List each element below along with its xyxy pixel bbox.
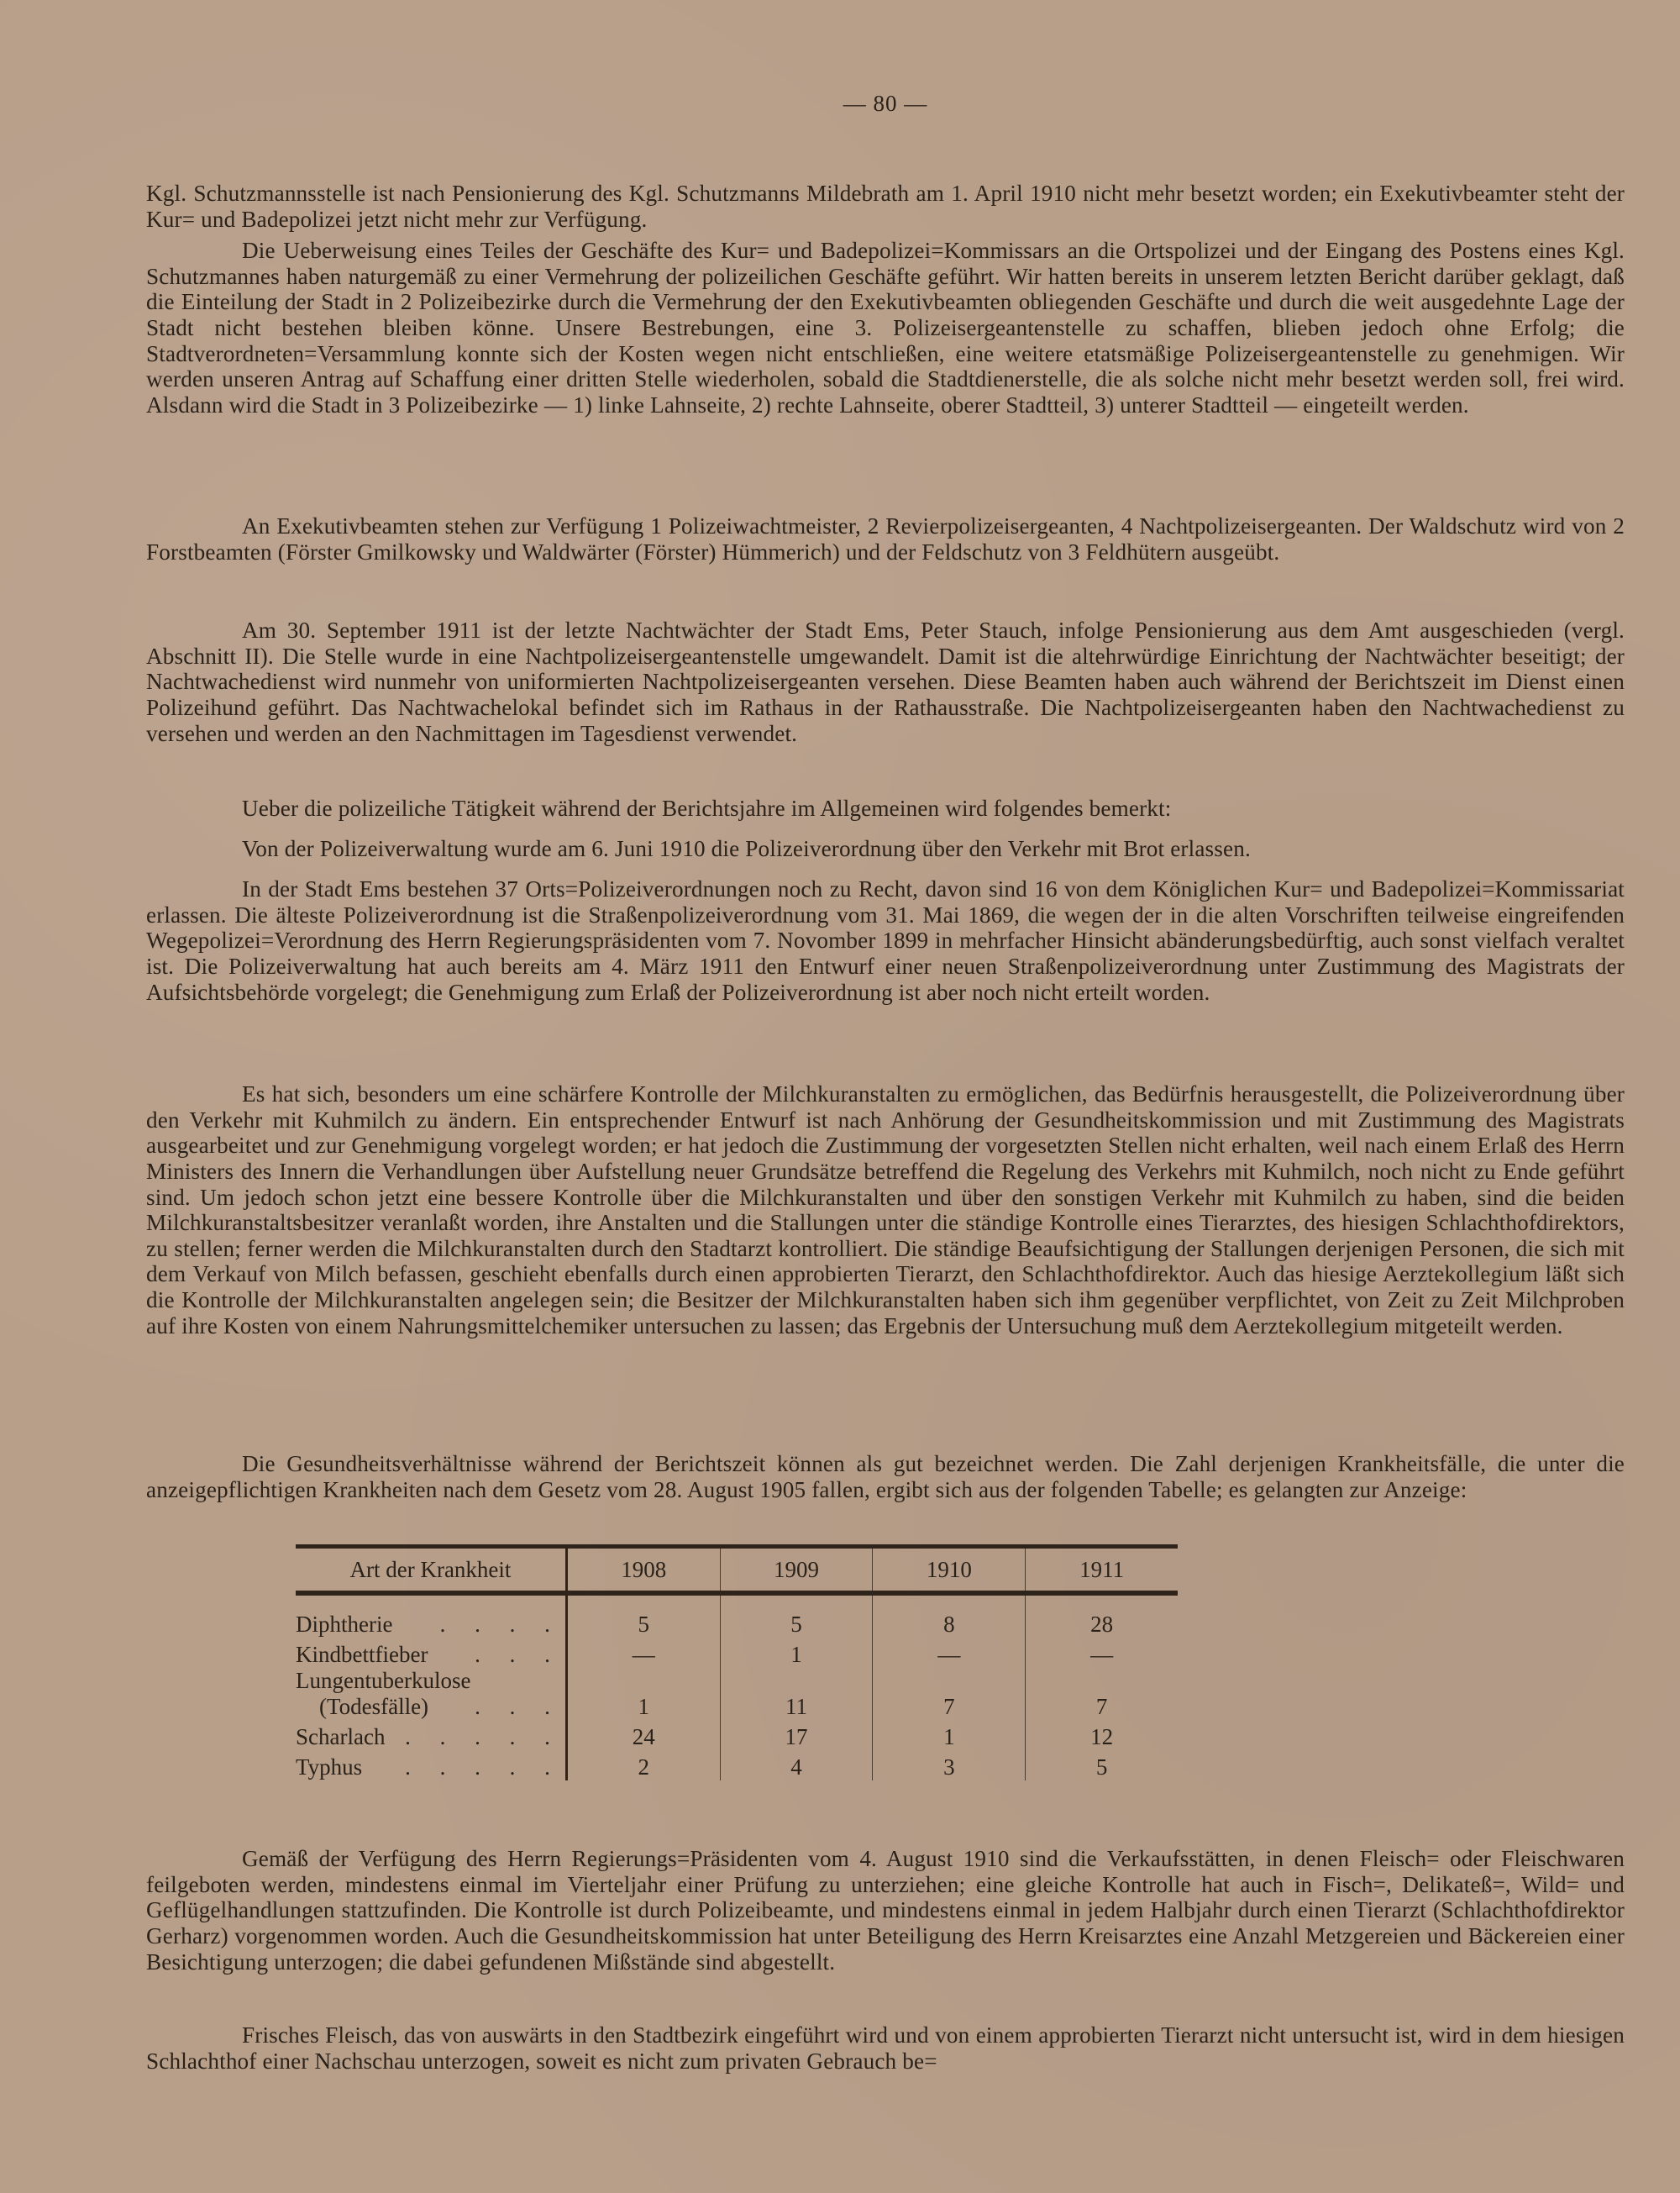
paragraph: Gemäß der Verfügung des Herrn Regierungs=Präsidenten vom 4. August 1910 sind die Verkaufsstätten, in denen Fleisch= oder Fleischwaren feilgeboten werden, mindestens einmal im Vierteljahr einer Prüfung zu unterziehen; eine gleiche Kontrolle hat auch in Fisch=, Delikateß=, Wild= und Geflügelhandlungen stattzufinden. Die Kontrolle ist durch Polizeibeamte, und mindestens einmal in jedem Halbjahr durch einen Tierarzt (Schlachthofdirektor Gerharz) vorgenommen worden. Auch die Gesundheitskommission hat unter Beteiligung des Herrn Kreisarztes eine Anzahl Metzgereien und Bäckereien einer Besichtigung unterzogen; die dabei gefundenen Mißstände sind abgestellt. <box>146 1846 1625 1975</box>
table-row <box>296 1668 1178 1720</box>
value-cell: 17 <box>720 1720 873 1750</box>
paragraph: Ueber die polizeiliche Tätigkeit während der Berichtsjahre im Allgemeinen wird folgendes bemerkt: <box>242 796 1172 822</box>
value-cell: 1 <box>720 1638 873 1668</box>
value-cell: 5 <box>720 1607 873 1638</box>
leader-dots: . . . <box>475 1642 562 1667</box>
value-cell: 1 <box>873 1720 1026 1750</box>
paragraph: Es hat sich, besonders um eine schärfere Kontrolle der Milchkuranstalten zu ermöglichen, das Bedürfnis herausgestellt, die Polizeiverordnung über den Verkehr mit Kuhmilch zu ändern. Ein entsprechender Entwurf ist nach Anhörung der Gesundheitskommission und mit Zustimmung des Magistrats ausgearbeitet und zur Genehmigung vorgelegt worden; er hat jedoch die Zustimmung der vorgesetzten Stellen nicht erhalten, weil nach einem Erlaß des Herrn Ministers des Innern die Verhandlungen über Aufstellung neuer Grundsätze betreffend die Regelung des Verkehrs mit Kuhmilch, noch nicht zu Ende geführt sind. Um jedoch schon jetzt eine bessere Kontrolle über die Milchkuranstalten und über den sonstigen Verkehr mit Kuhmilch zu haben, sind die beiden Milchkuranstaltsbesitzer veranlaßt worden, ihre Anstalten und die Stallungen unter die ständige Kontrolle eines Tierarztes, des hiesigen Schlachthofdirektors, zu stellen; ferner werden die Milchkuranstalten durch den Stadtarzt kontrolliert. Die ständige Beaufsichtigung der Stallungen derjenigen Personen, die sich mit dem Verkauf von Milch befassen, geschieht ebenfalls durch einen approbierten Tierarzt, den Schlachthofdirektor. Auch das hiesige Aerztekollegium läßt sich die Kontrolle der Milchkuranstalten angelegen sein; die Besitzer der Milchkuranstalten haben sich ihm gegenüber verpflichtet, von Zeit zu Zeit Milchproben auf ihre Kosten von einem Nahrungsmittelchemiker untersuchen zu lassen; das Ergebnis der Untersuchung muß dem Aerztekollegium mitgeteilt werden. <box>146 1081 1625 1338</box>
value-cell: 5 <box>1026 1750 1178 1780</box>
header-disease-type: Art der Krankheit <box>296 1547 566 1594</box>
disease-name-cell <box>296 1720 566 1750</box>
paragraph: Frisches Fleisch, das von auswärts in den Stadtbezirk eingeführt wird und von einem approbierten Tierarzt nicht untersucht ist, wird in dem hiesigen Schlachthof einer Nachschau unterzogen, soweit es nicht zum privaten Gebrauch be= <box>146 2022 1625 2074</box>
leader-dots: . . . <box>475 1694 562 1719</box>
header-year: 1909 <box>720 1547 873 1594</box>
header-year: 1908 <box>566 1547 720 1594</box>
table-row <box>296 1720 1178 1750</box>
disease-name: Lungentuberkulose <box>296 1668 471 1693</box>
value-cell: — <box>873 1638 1026 1668</box>
disease-name: Kindbettfieber <box>296 1642 428 1667</box>
disease-name: Typhus <box>296 1754 363 1780</box>
value-cell: 12 <box>1026 1720 1178 1750</box>
header-year: 1911 <box>1026 1547 1178 1594</box>
value-cell: 11 <box>720 1668 873 1720</box>
table-row <box>296 1750 1178 1780</box>
value-cell: 2 <box>638 1754 650 1780</box>
paragraph: Von der Polizeiverwaltung wurde am 6. Juni 1910 die Polizeiverordnung über den Verkehr mit Brot erlassen. <box>242 836 1251 862</box>
disease-name-cell <box>296 1607 566 1638</box>
disease-name: Scharlach <box>296 1724 386 1749</box>
value-cell: 28 <box>1026 1607 1178 1638</box>
disease-name-line2: (Todesfälle) <box>319 1694 429 1719</box>
value-cell: 7 <box>1026 1668 1178 1720</box>
value-cell: — <box>632 1642 655 1667</box>
paragraph: In der Stadt Ems bestehen 37 Orts=Polizeiverordnungen noch zu Recht, davon sind 16 von dem Königlichen Kur= und Badepolizei=Kommissariat erlassen. Die älteste Polizeiverordnung ist die Straßenpolizeiverordnung vom 31. Mai 1869, die wegen der in die alten Vorschriften teilweise eingreifenden Wegepolizei=Verordnung des Herrn Regierungspräsidenten vom 7. Novomber 1899 in mehrfacher Hinsicht abänderungsbedürftig, auch sonst vielfach veraltet ist. Die Polizeiverwaltung hat auch bereits am 4. März 1911 den Entwurf einer neuen Straßenpolizeiverordnung unter Zustimmung des Magistrats der Aufsichtsbehörde vorgelegt; die Genehmigung zum Erlaß der Polizeiverordnung ist aber noch nicht erteilt worden. <box>146 876 1625 1005</box>
value-cell: 5 <box>638 1612 650 1637</box>
value-cell: 1 <box>638 1694 650 1719</box>
disease-name-cell <box>296 1750 566 1780</box>
disease-name-cell <box>296 1638 566 1668</box>
value-cell: 8 <box>873 1607 1026 1638</box>
table-header-row <box>296 1547 1178 1594</box>
paragraph: An Exekutivbeamten stehen zur Verfügung 1 Polizeiwachtmeister, 2 Revierpolizeisergeanten, 4 Nachtpolizeisergeanten. Der Waldschutz wird von 2 Forstbeamten (Förster Gmilkowsky und Waldwärter (Förster) Hümmerich) und der Feldschutz von 3 Feldhütern ausgeübt. <box>146 513 1625 565</box>
value-cell: 3 <box>873 1750 1026 1780</box>
disease-statistics-table <box>296 1544 1178 1780</box>
value-cell: 4 <box>720 1750 873 1780</box>
paragraph: Am 30. September 1911 ist der letzte Nachtwächter der Stadt Ems, Peter Stauch, infolge Pensionierung aus dem Amt ausgeschieden (vergl. Abschnitt II). Die Stelle wurde in eine Nachtpolizeisergeantenstelle umgewandelt. Damit ist die altehrwürdige Einrichtung der Nachtwächter beseitigt; der Nachtwachedienst wird nunmehr von uniformierten Nachtpolizeisergeanten versehen. Diese Beamten haben auch während der Berichtszeit im Dienst einen Polizeihund geführt. Das Nachtwachelokal befindet sich im Rathaus in der Rathausstraße. Die Nachtpolizeisergeanten haben den Nachtwachedienst zu versehen und werden an den Nachmittagen im Tagesdienst verwendet. <box>146 618 1625 746</box>
header-year: 1910 <box>873 1547 1026 1594</box>
disease-name-cell <box>296 1668 566 1720</box>
leader-dots: . . . . . <box>405 1754 562 1780</box>
table-row <box>296 1638 1178 1668</box>
leader-dots: . . . . <box>439 1612 562 1637</box>
paragraph: Die Gesundheitsverhältnisse während der Berichtszeit können als gut bezeichnet werden. Die Zahl derjenigen Krankheitsfälle, die unter die anzeigepflichtigen Krankheiten nach dem Gesetz vom 28. August 1905 fallen, ergibt sich aus der folgenden Tabelle; es gelangten zur Anzeige: <box>146 1451 1625 1502</box>
value-cell: 7 <box>873 1668 1026 1720</box>
page-number: — 80 — <box>843 91 928 116</box>
value-cell: 24 <box>632 1724 655 1749</box>
paragraph: Die Ueberweisung eines Teiles der Geschäfte des Kur= und Badepolizei=Kommissars an die Ortspolizei und der Eingang des Postens eines Kgl. Schutzmannes haben naturgemäß zu einer Vermehrung der polizeilichen Geschäfte geführt. Wir hatten bereits in unserem letzten Bericht darüber geklagt, daß die Einteilung der Stadt in 2 Polizeibezirke durch die Vermehrung der den Exekutivbeamten obliegenden Geschäfte und durch die weit ausgedehnte Lage der Stadt nicht bestehen bleiben könne. Unsere Bestrebungen, eine 3. Polizeisergeantenstelle zu schaffen, blieben jedoch ohne Erfolg; die Stadtverordneten=Versammlung konnte sich der Kosten wegen nicht entschließen, eine weitere etatsmäßige Polizeisergeantenstelle zu genehmigen. Wir werden unseren Antrag auf Schaffung einer dritten Stelle wiederholen, sobald die Stadtdienerstelle, die als solche nicht mehr besetzt werden soll, frei wird. Alsdann wird die Stadt in 3 Polizeibezirke — 1) linke Lahnseite, 2) rechte Lahnseite, oberer Stadtteil, 3) unterer Stadtteil — eingeteilt werden. <box>146 238 1625 418</box>
table-row <box>296 1607 1178 1638</box>
paragraph: Kgl. Schutzmannsstelle ist nach Pensionierung des Kgl. Schutzmanns Mildebrath am 1. April 1910 nicht mehr besetzt worden; ein Exekutivbeamter steht der Kur= und Badepolizei jetzt nicht mehr zur Verfügung. <box>146 181 1625 232</box>
disease-name: Diphtherie <box>296 1612 393 1637</box>
value-cell: — <box>1026 1638 1178 1668</box>
leader-dots: . . . . . <box>405 1724 562 1749</box>
